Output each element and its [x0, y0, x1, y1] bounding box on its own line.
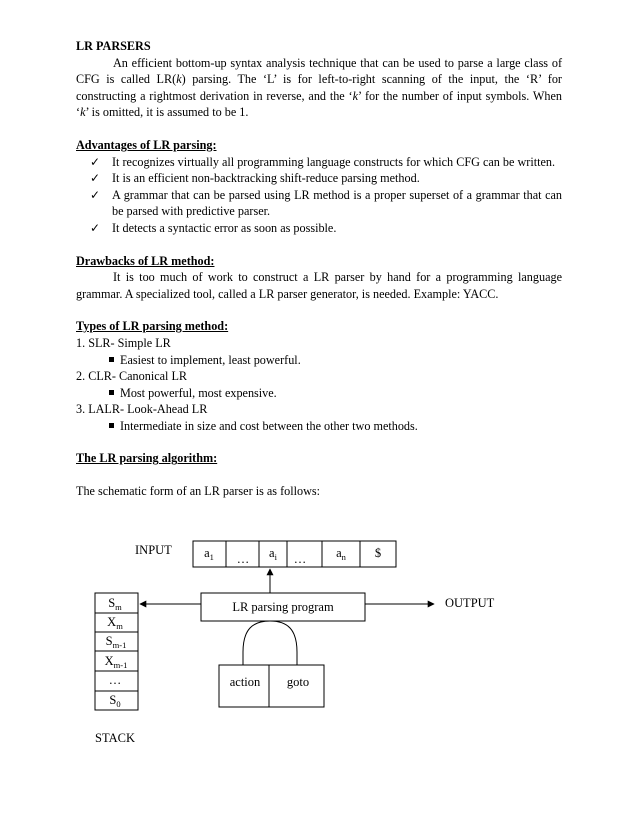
table-connector-arch: [243, 621, 297, 665]
advantage-text: It recognizes virtually all programming language constructs for which CFG can be written.: [112, 154, 556, 169]
intro-text-1: An efficient bottom-up syntax analysis technique that can be used to parse a large class of CFG is called LR(: [76, 55, 562, 87]
intro-k-2: k: [352, 88, 359, 103]
type-detail-text: Most powerful, most expensive.: [120, 385, 277, 400]
input-cell: $: [374, 546, 382, 560]
advantage-text: A grammar that can be parsed using LR method is a proper superset of a grammar that can be parsed with predictive parser.: [112, 187, 562, 219]
algorithm-paragraph: The schematic form of an LR parser is as follows:: [76, 484, 321, 499]
checkmark-icon: ✓: [90, 187, 101, 202]
input-cell: …: [236, 552, 250, 566]
stack: [95, 593, 138, 710]
intro-text-4: ’ is omitted, it is assumed to be 1.: [85, 105, 249, 120]
type-name: 1. SLR- Simple LR: [76, 335, 171, 350]
checkmark-icon: ✓: [90, 220, 101, 235]
intro-k-3: k: [80, 105, 86, 120]
stack-cell: $S_{m-1}$: [105, 634, 127, 650]
advantages-heading: Advantages of LR parsing:: [76, 137, 217, 152]
type-name: 3. LALR- Look-Ahead LR: [76, 402, 208, 417]
stack-label: STACK: [95, 731, 135, 745]
type-detail-text: Easiest to implement, least powerful.: [120, 352, 301, 367]
input-cell: $a_1$: [204, 546, 214, 562]
input-cell: …: [293, 552, 307, 566]
stack-cell: $X_{m-1}$: [104, 654, 128, 670]
output-label: OUTPUT: [445, 596, 495, 610]
input-cell: $a_n$: [336, 546, 346, 562]
input-cell: $a_i$: [269, 546, 277, 562]
stack-cell: $S_0$: [109, 693, 121, 709]
algorithm-heading: The LR parsing algorithm:: [76, 451, 218, 466]
stack-cell: $X_m$: [107, 615, 123, 631]
advantage-text: It is an efficient non-backtracking shift-reduce parsing method.: [112, 171, 420, 186]
checkmark-icon: ✓: [90, 171, 101, 186]
advantage-text: It detects a syntactic error as soon as possible.: [112, 220, 337, 235]
stack-cell: …: [108, 673, 122, 687]
table-cell-goto: goto: [286, 675, 310, 689]
checkmark-icon: ✓: [90, 154, 101, 169]
input-label: INPUT: [135, 543, 172, 557]
drawbacks-heading: Drawbacks of LR method:: [76, 253, 215, 268]
program-label: LR parsing program: [232, 600, 334, 614]
intro-k-1: k: [176, 72, 182, 87]
type-name: 2. CLR- Canonical LR: [76, 369, 188, 384]
table-cell-action: action: [229, 675, 261, 689]
input-tape: [193, 541, 396, 567]
parsing-table: [219, 665, 324, 707]
stack-cell: $S_m$: [108, 596, 122, 612]
intro-text-3: ’ for the number of input symbols. When ‘: [76, 88, 562, 120]
intro-text-2: ) parsing. The ‘L’ is for left-to-right scanning of the input, the ‘R’ for constructing a rightmost derivation in reverse, and the ‘: [76, 72, 562, 103]
drawbacks-paragraph: It is too much of work to construct a LR parser by hand for a programming language grammar. A specialized tool, called a LR parser generator, is needed. Example: YACC.: [76, 270, 562, 301]
types-heading: Types of LR parsing method:: [76, 319, 229, 334]
document-title: LR PARSERS: [76, 39, 151, 53]
type-detail-text: Intermediate in size and cost between the other two methods.: [120, 418, 418, 433]
